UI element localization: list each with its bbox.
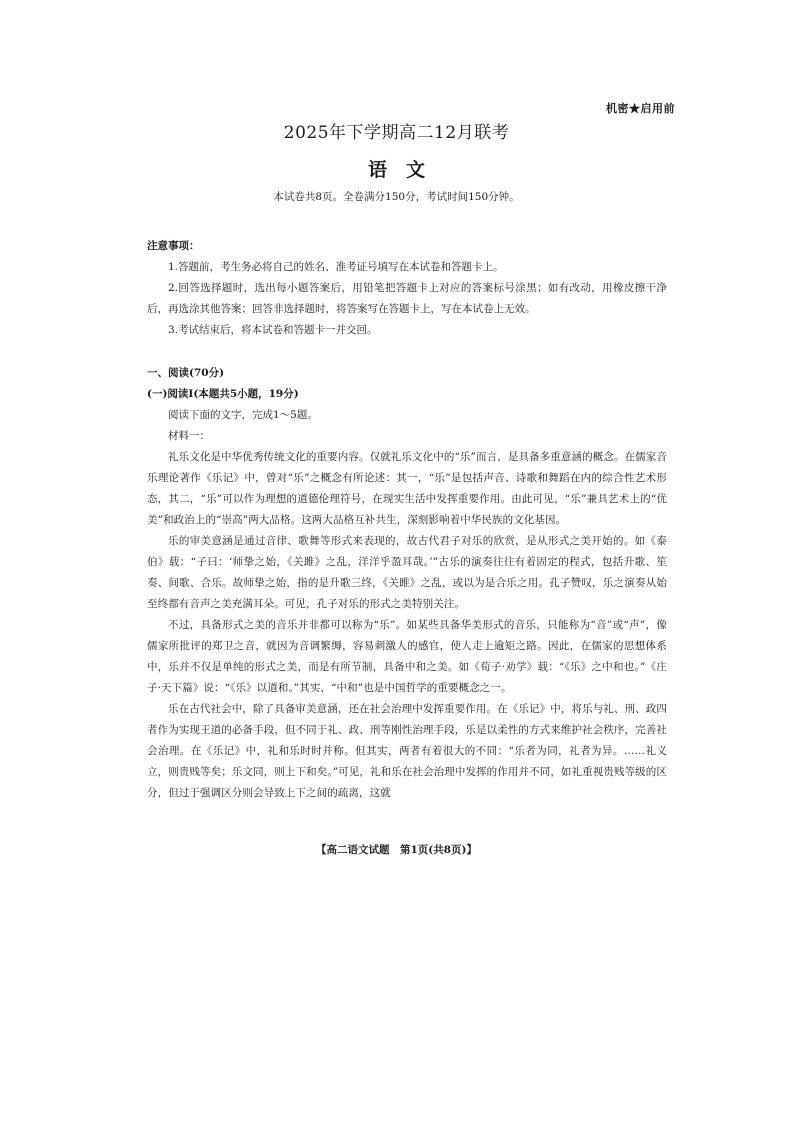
confidential-label: 机密★启用前 xyxy=(606,102,675,115)
passage-paragraph: 乐的审美意涵是通过音律、歌舞等形式来表现的，故古代君子对乐的欣赏，是从形式之美开始的。如《泰伯》载：“子曰：‘师挚之始，《关雎》之乱，洋洋乎盈耳哉。’”古乐的演奏往往有着固定的程式，包括升歌、笙奏、间歌、合乐。故师挚之始，指的是升歌三终，《关雎》之乱，或以为是合乐之用。孔子赞叹，乐之演奏从始至终都有音声之美充满耳朵。可见，孔子对乐的形式之美特别关注。 xyxy=(147,535,667,610)
exam-content xyxy=(147,236,667,804)
section-heading: 一、阅读(70分) xyxy=(147,367,225,379)
exam-title: 2025年下学期高二12月联考 xyxy=(283,123,510,143)
spacer xyxy=(147,341,667,363)
page-footer: 【高二语文试题 第1页(共8页)】 xyxy=(315,844,478,856)
reading-instruction: 阅读下面的文字，完成1～5题。 xyxy=(168,409,318,421)
notice-item: 2.回答选择题时，选出每小题答案后，用铅笔把答题卡上对应的答案标号涂黑；如有改动，用橡皮擦干净后，再选涂其他答案；回答非选择题时，将答案写在答题卡上，写在本试卷上无效。 xyxy=(147,282,667,315)
exam-info: 本试卷共8页。全卷满分150分，考试时间150分钟。 xyxy=(273,191,520,203)
material-label: 材料一： xyxy=(168,430,210,442)
notice-item: 3.考试结束后，将本试卷和答题卡一并交回。 xyxy=(168,324,378,336)
passage-paragraph: 乐在古代社会中，除了具备审美意涵，还在社会治理中发挥重要作用。在《乐记》中，将乐与礼、刑、政四者作为实现王道的必备手段，但不同于礼、政、刑等刚性治理手段，乐是以柔性的方式来维护社会秩序，完善社会治理。在《乐记》中，礼和乐时时并称。但其实，两者有着很大的不同：“乐者为同，礼者为异。……礼义立，则贵贱等矣；乐文同，则上下和矣。”可见，礼和乐在社会治理中发挥的作用并不同，如礼重视贵贱等级的区分，但过于强调区分则会导致上下之间的疏离，这就 xyxy=(147,703,667,799)
passage-paragraph: 礼乐文化是中华优秀传统文化的重要内容。仅就礼乐文化中的“乐”而言，是具备多重意涵的概念。在儒家音乐理论著作《乐记》中，曾对“乐”之概念有所论述：其一，“乐”是包括声音、诗歌和舞蹈在内的综合性艺术形态，其二，“乐”可以作为理想的道德伦理符号，在现实生活中发挥重要作用。由此可见，“乐”兼具艺术上的“优美”和政治上的“崇高”两大品格。这两大品格互补共生，深刻影响着中华民族的文化基因。 xyxy=(147,451,667,526)
notice-item: 1.答题前，考生务必将自己的姓名、准考证号填写在本试卷和答题卡上。 xyxy=(168,261,504,273)
notice-heading: 注意事项： xyxy=(147,240,200,252)
subsection-heading: (一)阅读Ⅰ(本题共5小题，19分) xyxy=(147,388,299,400)
passage-paragraph: 不过，具备形式之美的音乐并非都可以称为“乐”。如某些具备华美形式的音乐，只能称为“音”或“声”，像儒家所批评的郑卫之音，就因为音调繁缛，容易刺激人的感官，使人走上逾矩之路。因此，在儒家的思想体系中，乐并不仅是单纯的形式之美，而是有所节制，具备中和之美。如《荀子·劝学》载：“《乐》之中和也。”《庄子·天下篇》说：“《乐》以道和。”其实，“中和”也是中国哲学的重要概念之一。 xyxy=(147,619,667,694)
subject-title: 语 文 xyxy=(367,159,425,181)
